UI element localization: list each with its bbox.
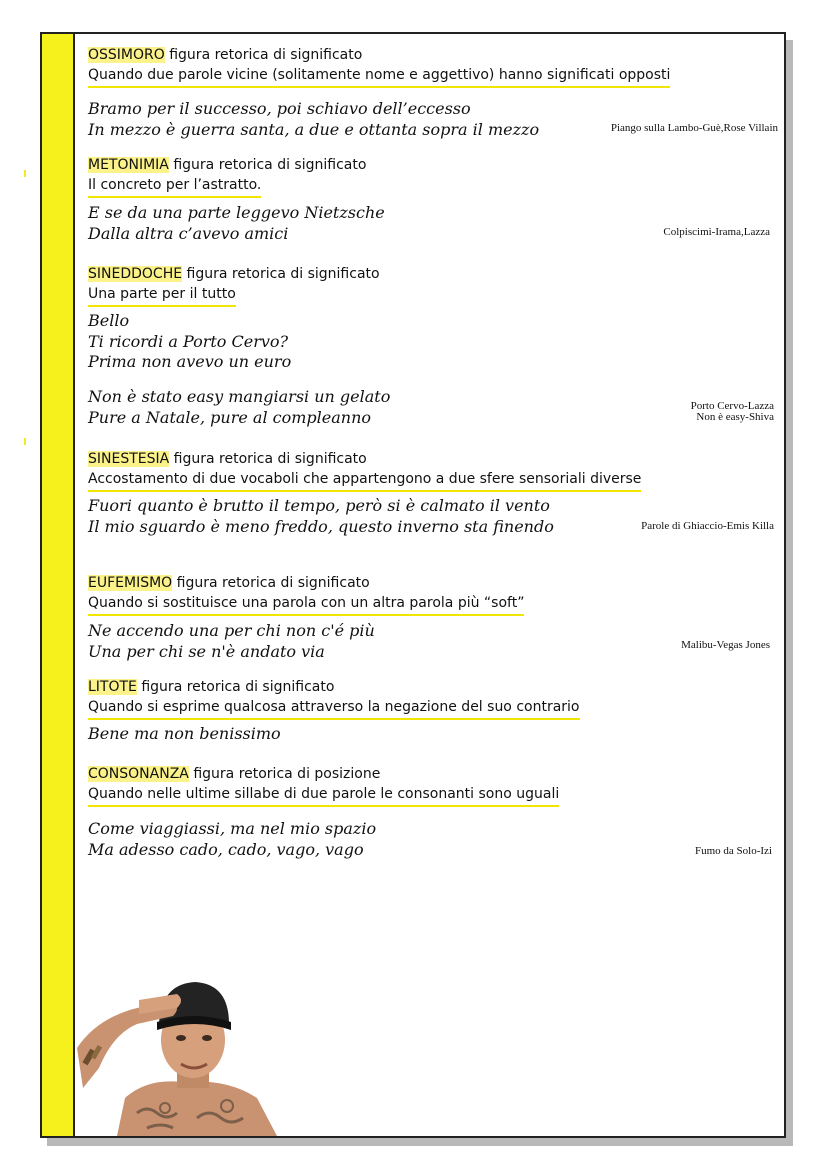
quote-sinestesia: [88, 496, 554, 537]
song-credit: Fumo da Solo-Izi: [695, 845, 772, 857]
figure-term: METONIMIA: [88, 157, 169, 173]
quote-line: Prima non avevo un euro: [88, 352, 292, 371]
quote-line: Bene ma non benissimo: [88, 724, 281, 743]
quote-line: Ne accendo una per chi non c'é più: [88, 621, 375, 640]
yellow-margin-bar: [42, 34, 75, 1136]
quote-line: E se da una parte leggevo Nietzsche: [88, 203, 385, 222]
quote-eufemismo: [88, 621, 375, 662]
quote-metonimia: [88, 203, 385, 244]
figure-term: SINESTESIA: [88, 451, 170, 467]
quote-sineddoche-2: [88, 387, 390, 428]
figure-term: CONSONANZA: [88, 766, 189, 782]
figure-term: OSSIMORO: [88, 47, 165, 63]
saluting-man-photo: [77, 978, 289, 1136]
quote-line: Il mio sguardo è meno freddo, questo inverno sta finendo: [88, 516, 554, 536]
figure-term: EUFEMISMO: [88, 575, 173, 591]
figure-term: LITOTE: [88, 679, 137, 695]
figure-type: figura retorica di significato: [136, 679, 335, 695]
figure-type: figura retorica di significato: [182, 266, 380, 282]
figure-consonanza: [88, 765, 559, 807]
song-credit: Piango sulla Lambo-Guè,Rose Villain: [610, 122, 778, 134]
figure-ossimoro: [88, 46, 670, 88]
quote-sineddoche: [88, 311, 291, 373]
quote-litote: [88, 724, 281, 745]
figure-sineddoche: [88, 265, 380, 307]
content-area: [88, 34, 784, 1136]
figure-type: figura retorica di significato: [169, 451, 367, 467]
quote-line: Come viaggiassi, ma nel mio spazio: [88, 819, 377, 838]
figure-definition: Il concreto per l’astratto.: [88, 176, 261, 198]
quote-line: Bello: [88, 311, 130, 330]
figure-definition: Quando nelle ultime sillabe di due parole le consonanti sono uguali: [88, 785, 559, 807]
song-credit: Non è easy-Shiva: [696, 411, 774, 423]
figure-sinestesia: [88, 450, 641, 492]
song-credit: Colpiscimi-Irama,Lazza: [663, 226, 770, 238]
figure-type: figura retorica di posizione: [188, 766, 381, 782]
quote-line: Ti ricordi a Porto Cervo?: [88, 331, 289, 351]
figure-definition: Quando si esprime qualcosa attraverso la negazione del suo contrario: [88, 698, 580, 720]
quote-line: In mezzo è guerra santa, a due e ottanta sopra il mezzo: [88, 119, 540, 139]
figure-metonimia: [88, 156, 366, 198]
quote-line: Bramo per il successo, poi schiavo dell’eccesso: [88, 99, 471, 118]
quote-consonanza: [88, 819, 376, 860]
figure-eufemismo: [88, 574, 524, 616]
margin-mark: [24, 438, 26, 445]
figure-litote: [88, 678, 580, 720]
figure-definition: Accostamento di due vocaboli che appartengono a due sfere sensoriali diverse: [88, 470, 641, 492]
figure-definition: Quando due parole vicine (solitamente nome e aggettivo) hanno significati opposti: [88, 66, 670, 88]
figure-type: figura retorica di significato: [164, 47, 363, 63]
figure-term: SINEDDOCHE: [88, 266, 183, 282]
figure-definition: Quando si sostituisce una parola con un altra parola più “soft”: [88, 594, 524, 616]
figure-definition: Una parte per il tutto: [88, 285, 236, 307]
figure-type: figura retorica di significato: [168, 157, 367, 173]
quote-line: Ma adesso cado, cado, vago, vago: [88, 839, 364, 859]
figure-type: figura retorica di significato: [172, 575, 370, 591]
quote-line: Una per chi se n'è andato via: [88, 641, 325, 661]
page-sheet: [40, 32, 786, 1138]
quote-line: Pure a Natale, pure al compleanno: [88, 407, 372, 427]
margin-mark: [24, 170, 26, 177]
song-credit: Porto Cervo-Lazza: [690, 400, 774, 412]
song-credit: Parole di Ghiaccio-Emis Killa: [641, 520, 774, 532]
quote-line: Dalla altra c’avevo amici: [88, 223, 289, 243]
song-credit: Malibu-Vegas Jones: [681, 639, 770, 651]
quote-line: Fuori quanto è brutto il tempo, però si è calmato il vento: [88, 496, 550, 515]
quote-ossimoro: [88, 99, 539, 140]
quote-line: Non è stato easy mangiarsi un gelato: [88, 387, 391, 406]
